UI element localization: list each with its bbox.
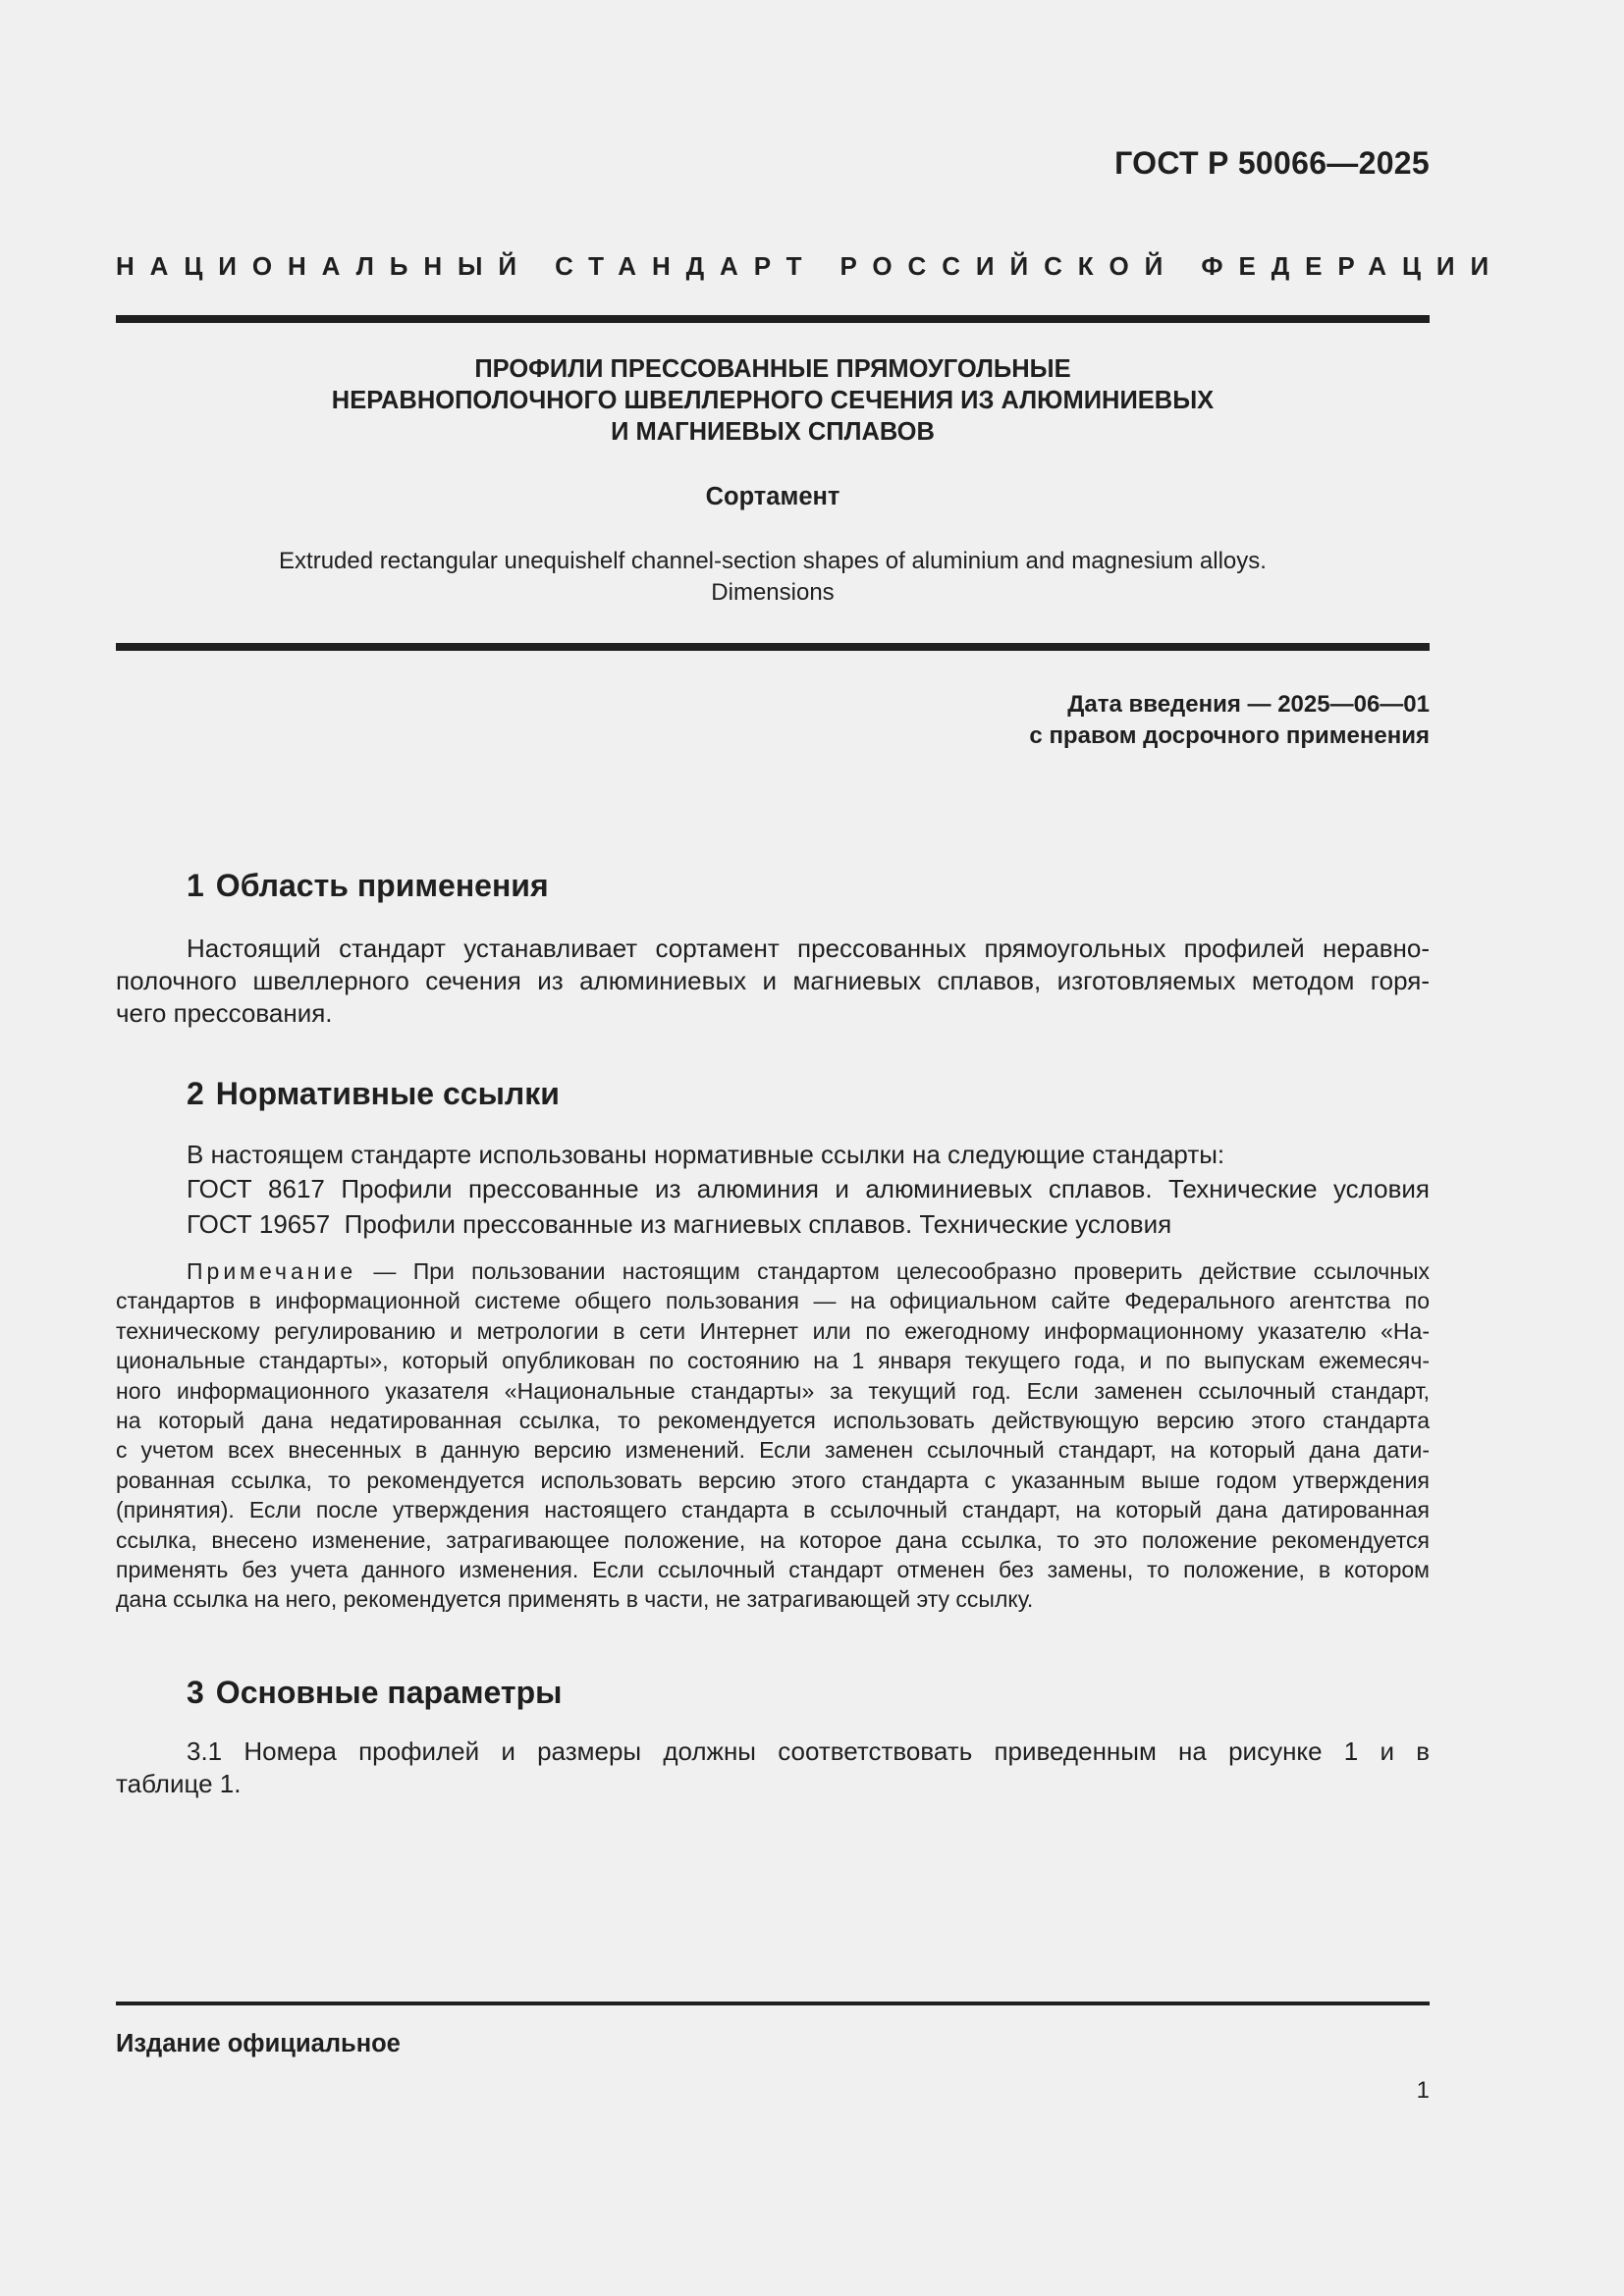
reference-title: Профили прессованные из магниевых сплавов. Технические условия bbox=[344, 1209, 1172, 1239]
section-1-heading bbox=[187, 868, 549, 904]
document-id: ГОСТ Р 50066—2025 bbox=[1114, 145, 1430, 181]
reference-title: Профили прессованные из алюминия и алюминиевых сплавов. Технические условия bbox=[341, 1174, 1430, 1203]
note-line: дана ссылка на него, рекомендуется применять в части, не затрагивающей эту ссылку. bbox=[116, 1586, 1034, 1613]
note-line-text: — При пользовании настоящим стандартом целесообразно проверить действие ссылочных bbox=[373, 1258, 1431, 1284]
section-2-number: 2 bbox=[187, 1076, 204, 1111]
note-line bbox=[116, 1256, 1430, 1286]
english-title-line-1: Extruded rectangular unequishelf channel-section shapes of aluminium and magnesium alloys. bbox=[279, 548, 1267, 574]
early-use-text: с правом досрочного применения bbox=[1029, 722, 1430, 749]
note-line: применять без учета данного изменения. Если ссылочный стандарт отменен без замены, то положение, в котором bbox=[116, 1557, 1430, 1583]
section-1-number: 1 bbox=[187, 868, 204, 903]
footer-divider bbox=[116, 2002, 1430, 2005]
note-line: ного информационного указателя «Национальные стандарты» за текущий год. Если заменен ссылочный стандарт, bbox=[116, 1377, 1430, 1404]
intro-date-text: Дата введения — 2025—06—01 bbox=[1067, 691, 1430, 718]
reference-code: ГОСТ 8617 bbox=[187, 1174, 325, 1203]
note-line: рованная ссылка, то рекомендуется использовать версию этого стандарта с указанным выше годом утверждения bbox=[116, 1467, 1430, 1493]
section-3-text bbox=[116, 1735, 1430, 1800]
section-1-line-2: полочного швеллерного сечения из алюминиевых и магниевых сплавов, изготовляемых методом горя- bbox=[116, 966, 1430, 995]
section-3-heading bbox=[187, 1675, 562, 1711]
reference-item bbox=[187, 1174, 1430, 1204]
document-page bbox=[116, 0, 1505, 2296]
section-2-title: Нормативные ссылки bbox=[215, 1076, 560, 1111]
note-label: Примечание bbox=[187, 1258, 357, 1284]
note-line: (принятия). Если после утверждения настоящего стандарта в ссылочный стандарт, на который дана датированная bbox=[116, 1497, 1430, 1523]
section-2-intro: В настоящем стандарте использованы нормативные ссылки на следующие стандарты: bbox=[187, 1140, 1225, 1169]
note-line: ссылка, внесено изменение, затрагивающее положение, на которое дана ссылка, то это положение рекомендуется bbox=[116, 1526, 1430, 1553]
edition-label: Издание официальное bbox=[116, 2030, 401, 2057]
english-title-line-2: Dimensions bbox=[711, 579, 835, 606]
section-3-number: 3 bbox=[187, 1675, 204, 1710]
national-standard-banner: НАЦИОНАЛЬНЫЙ СТАНДАРТ РОССИЙСКОЙ ФЕДЕРАЦИИ bbox=[116, 251, 1505, 281]
page-number: 1 bbox=[1416, 2077, 1430, 2104]
english-title bbox=[116, 546, 1430, 609]
section-1-text bbox=[116, 933, 1430, 1030]
title-line-1: ПРОФИЛИ ПРЕССОВАННЫЕ ПРЯМОУГОЛЬНЫЕ bbox=[474, 355, 1071, 383]
top-divider bbox=[116, 315, 1430, 323]
note-line: техническому регулированию и метрологии в сети Интернет или по ежегодному информационному указателю «На- bbox=[116, 1317, 1430, 1344]
document-subtitle: Сортамент bbox=[705, 483, 840, 510]
section-3-line-1: 3.1 Номера профилей и размеры должны соответствовать приведенным на рисунке 1 и в bbox=[187, 1736, 1430, 1766]
note-line: с учетом всех внесенных в данную версию изменений. Если заменен ссылочный стандарт, на который дана дати- bbox=[116, 1437, 1430, 1464]
section-3-line-2: таблице 1. bbox=[116, 1769, 242, 1798]
section-1-line-1: Настоящий стандарт устанавливает сортамент прессованных прямоугольных профилей неравно- bbox=[187, 934, 1430, 963]
section-2-note bbox=[116, 1256, 1430, 1615]
title-bottom-divider bbox=[116, 643, 1430, 651]
reference-item bbox=[187, 1209, 1430, 1240]
title-line-2: НЕРАВНОПОЛОЧНОГО ШВЕЛЛЕРНОГО СЕЧЕНИЯ ИЗ АЛЮМИНИЕВЫХ bbox=[331, 387, 1215, 414]
note-line: циональные стандарты», который опубликован по состоянию на 1 января текущего года, и по выпускам ежемесяч- bbox=[116, 1348, 1430, 1374]
title-line-3: И МАГНИЕВЫХ СПЛАВОВ bbox=[611, 418, 935, 446]
document-title bbox=[116, 353, 1430, 448]
section-2-heading bbox=[187, 1076, 560, 1112]
note-line: на который дана недатированная ссылка, то рекомендуется использовать действующую версию этого стандарта bbox=[116, 1408, 1430, 1434]
reference-code: ГОСТ 19657 bbox=[187, 1209, 331, 1239]
section-1-line-3: чего прессования. bbox=[116, 998, 333, 1028]
note-line: стандартов в информационной системе общего пользования — на официальном сайте Федерального агентства по bbox=[116, 1288, 1430, 1314]
introduction-date bbox=[1029, 689, 1430, 752]
section-1-title: Область применения bbox=[215, 868, 549, 903]
section-3-title: Основные параметры bbox=[215, 1675, 563, 1710]
